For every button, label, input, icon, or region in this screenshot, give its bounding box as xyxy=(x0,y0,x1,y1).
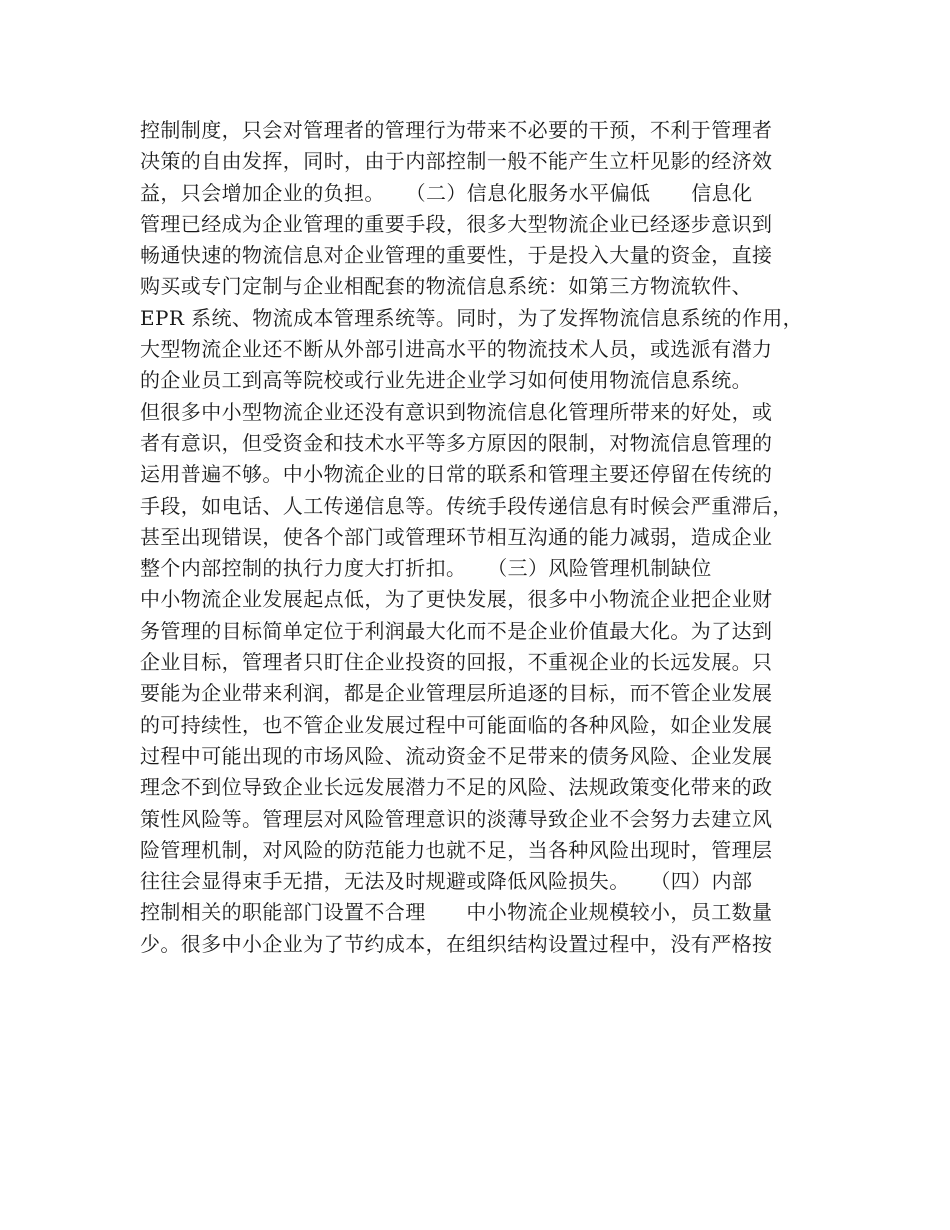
text-line-20: 的可持续性，也不管企业发展过程中可能面临的各种风险，如企业发展 xyxy=(140,712,773,737)
text-line-9: 的企业员工到高等院校或行业先进企业学习如何使用物流信息系统。 xyxy=(140,368,752,393)
text-line-18: 企业目标，管理者只盯住企业投资的回报，不重视企业的长远发展。只 xyxy=(140,650,773,675)
text-line-25: 往往会显得束手无措，无法及时规避或降低风险损失。 （四）内部 xyxy=(140,869,753,894)
text-line-16: 中小物流企业发展起点低，为了更快发展，很多中小物流企业把企业财 xyxy=(140,587,773,612)
text-line-13: 手段，如电话、人工传递信息等。传统手段传递信息有时候会严重滞后， xyxy=(140,493,793,518)
text-line-27: 少。很多中小企业为了节约成本，在组织结构设置过程中，没有严格按 xyxy=(140,931,773,956)
text-line-10: 但很多中小型物流企业还没有意识到物流信息化管理所带来的好处，或 xyxy=(140,399,773,424)
text-line-3: 益，只会增加企业的负担。 （二）信息化服务水平偏低 信息化 xyxy=(140,180,753,205)
text-line-2: 决策的自由发挥，同时，由于内部控制一般不能产生立杆见影的经济效 xyxy=(140,149,773,174)
text-line-19: 要能为企业带来利润，都是企业管理层所追逐的目标，而不管企业发展 xyxy=(140,681,773,706)
text-line-15: 整个内部控制的执行力度大打折扣。 （三）风险管理机制缺位 xyxy=(140,556,712,581)
text-line-14: 甚至出现错误，使各个部门或管理环节相互沟通的能力减弱，造成企业 xyxy=(140,524,773,549)
text-line-12: 运用普遍不够。中小物流企业的日常的联系和管理主要还停留在传统的 xyxy=(140,462,773,487)
text-line-11: 者有意识，但受资金和技术水平等多方原因的限制，对物流信息管理的 xyxy=(140,430,773,455)
text-line-17: 务管理的目标简单定位于利润最大化而不是企业价值最大化。为了达到 xyxy=(140,618,773,643)
text-line-1: 控制制度，只会对管理者的管理行为带来不必要的干预，不利于管理者 xyxy=(140,118,773,142)
text-line-21: 过程中可能出现的市场风险、流动资金不足带来的债务风险、企业发展 xyxy=(140,743,773,768)
text-line-23: 策性风险等。管理层对风险管理意识的淡薄导致企业不会努力去建立风 xyxy=(140,806,773,831)
document-body xyxy=(140,115,820,960)
text-line-8: 大型物流企业还不断从外部引进高水平的物流技术人员，或选派有潜力 xyxy=(140,337,773,362)
text-line-6: 购买或专门定制与企业相配套的物流信息系统：如第三方物流软件、 xyxy=(140,274,752,299)
text-line-24: 险管理机制，对风险的防范能力也就不足，当各种风险出现时，管理层 xyxy=(140,837,773,862)
text-line-26: 控制相关的职能部门设置不合理 中小物流企业规模较小，员工数量 xyxy=(140,900,773,925)
text-line-7: EPR 系统、物流成本管理系统等。同时，为了发挥物流信息系统的作用， xyxy=(140,305,804,330)
text-line-4: 管理已经成为企业管理的重要手段，很多大型物流企业已经逐步意识到 xyxy=(140,211,773,236)
text-line-5: 畅通快速的物流信息对企业管理的重要性，于是投入大量的资金，直接 xyxy=(140,243,773,268)
text-line-22: 理念不到位导致企业长远发展潜力不足的风险、法规政策变化带来的政 xyxy=(140,775,773,800)
